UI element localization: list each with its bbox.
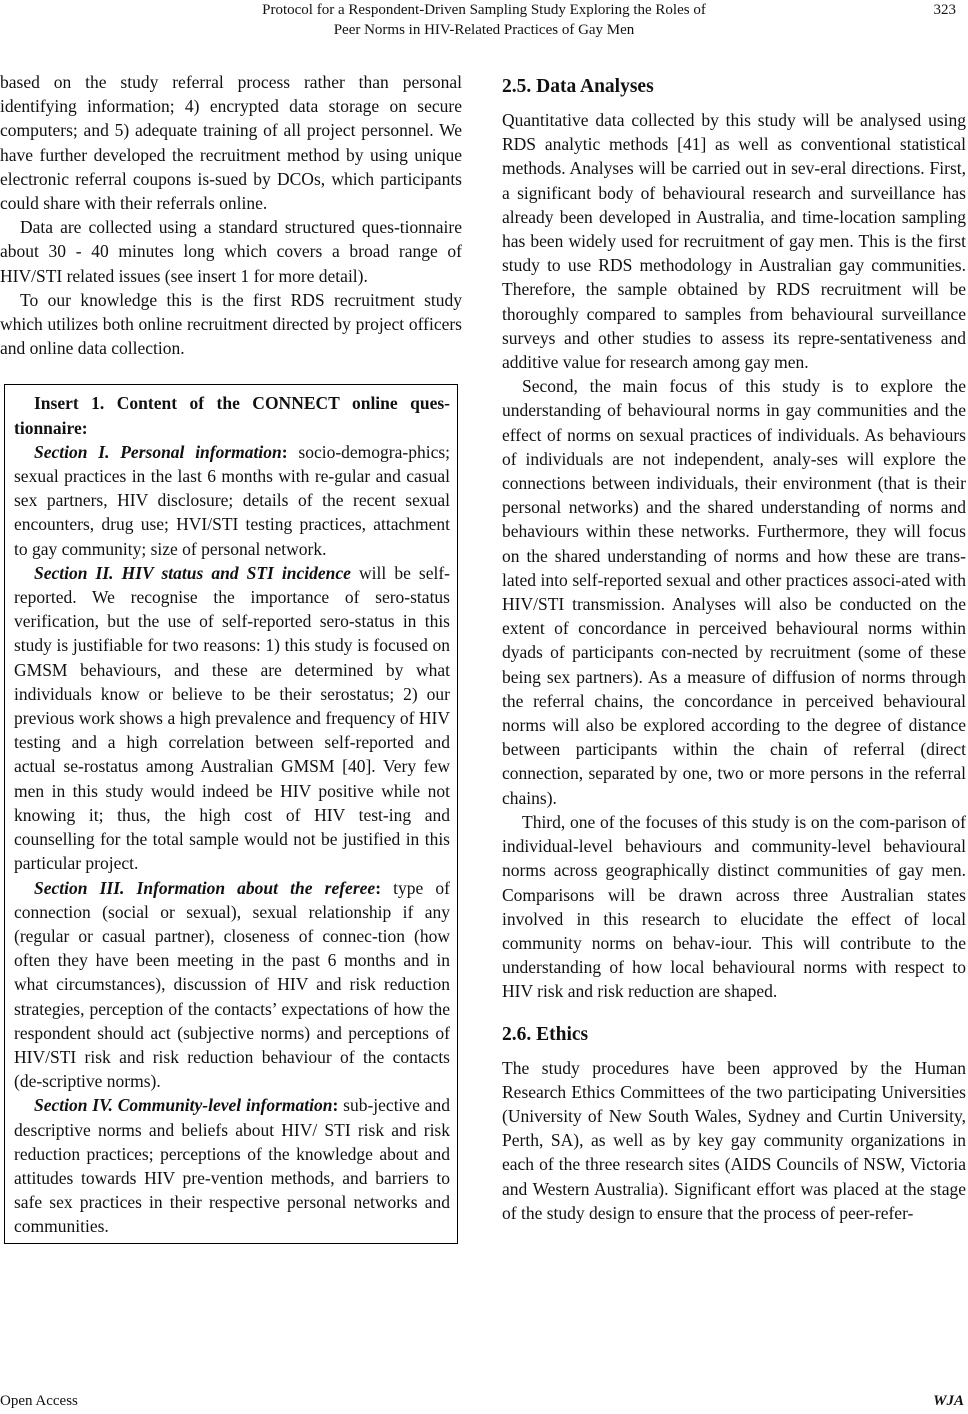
- page-header: [0, 0, 968, 40]
- insert-section-separator: :: [332, 1095, 344, 1116]
- left-column: [0, 70, 462, 1244]
- page-number: 323: [933, 2, 956, 18]
- section-heading-ethics: 2.6. Ethics: [502, 1023, 589, 1045]
- insert-section-text: will be self-reported. We recognise the importance of sero-status verification, but the use of self-reported sero-status in this study is justifiable for two reasons: 1) this study is focused on GMSM behaviours, and these are determined by what individuals know or believe to be their serostatus; 2) our previous work shows a high prevalence and frequency of HIV testing and a high correlation between self-reported and actual se-rostatus among Australian GMSM [40]. Very few men in this study would indeed be HIV positive while not knowing it; thus, the high cost of HIV test-ing and counselling for the total sample would not be justified in this particular project.: [14, 562, 450, 874]
- page-footer: [0, 1393, 968, 1413]
- insert-section-separator: :: [281, 441, 299, 462]
- section-heading-data-analyses: 2.5. Data Analyses: [502, 76, 654, 97]
- insert-section-heading: Section III. Information about the referee: [34, 877, 376, 898]
- running-title-line-2: Peer Norms in HIV-Related Practices of Gay Men: [333, 22, 635, 38]
- insert-section-separator: [351, 563, 359, 583]
- insert-section: [14, 440, 450, 561]
- insert-section-heading: Section I. Personal information: [34, 441, 282, 462]
- footer-journal-abbrev: WJA: [933, 1393, 964, 1409]
- right-column: [502, 74, 966, 1225]
- insert-section-heading: Section IV. Community-level information: [34, 1095, 333, 1116]
- body-paragraph: based on the study referral process rather than personal identifying information; 4) encrypted data storage on secure computers; and 5) adequate training of all project personnel. We have further developed the recruitment method by using unique electronic referral coupons is-sued by DCOs, which participants could share with their referrals online.: [0, 72, 462, 214]
- insert-section-separator: :: [375, 877, 394, 898]
- body-paragraph: Data are collected using a standard structured ques-tionnaire about 30 - 40 minutes long which covers a broad range of HIV/STI related issues (see insert 1 for more detail).: [0, 217, 462, 286]
- insert-section-text: type of connection (social or sexual), sexual relationship if any (regular or casual partner), closeness of connec-tion (how often they have been meeting in the past 6 months and in what circumstances), discussion of HIV and risk reduction strategies, perception of the contacts’ expectations of how the respondent should act (subjective norms) and perceptions of HIV/STI risk and risk reduction behaviour of the contacts (de-scriptive norms).: [14, 877, 450, 1092]
- footer-open-access: Open Access: [0, 1393, 78, 1409]
- insert-section: [14, 876, 450, 1094]
- body-paragraph: To our knowledge this is the first RDS recruitment study which utilizes both online recruitment directed by project officers and online data collection.: [0, 289, 462, 359]
- insert-section: [14, 1093, 450, 1238]
- body-paragraph: Third, one of the focuses of this study is on the com-parison of individual-level behaviours and community-level behavioural norms across geographically distinct communities of gay men. Comparisons will be drawn across three Australian states involved in this research to elucidate the effect of local community norms on behav-iour. This will contribute to the understanding of how local behavioural norms with respect to HIV risk and risk reduction are shaped.: [502, 811, 966, 1002]
- running-title-line-1: Protocol for a Respondent-Driven Sampling Study Exploring the Roles of: [262, 2, 706, 18]
- insert-section: [14, 561, 450, 876]
- insert-section-text: sub-jective and descriptive norms and beliefs about HIV/ STI risk and risk reduction practices; perceptions of the knowledge about and attitudes towards HIV pre-vention methods, and barriers to safe sex practices in their respective personal networks and communities.: [14, 1095, 451, 1237]
- insert-box: [4, 384, 458, 1243]
- insert-section-heading: Section II. HIV status and STI incidence: [34, 562, 351, 583]
- body-paragraph: Second, the main focus of this study is to explore the understanding of behavioural norms in gay communities and the effect of norms on sexual practices of individuals. As behaviours of individuals are not independent, analy-ses will explore the connections between individuals, their environment (that is their personal networks) and the shared understanding of norms and behaviours within these networks. Furthermore, they will focus on the shared understanding of norms and how these are trans-lated into self-reported sexual and other practices associ-ated with HIV/STI transmission. Analyses will also be conducted on the extent of concordance in perceived behavioural norms within dyads of participants con-nected by recruitment (some of these being sex partners). As a measure of diffusion of norms through the referral chains, the concordance in perceived behavioural norms will also be explored according to the degree of distance between participants within the chain of referral (direct connection, separated by one, two or more persons in the referral chains).: [502, 376, 966, 808]
- body-paragraph: The study procedures have been approved by the Human Research Ethics Committees of the two participating Universities (University of New South Wales, Sydney and Curtin University, Perth, SA), as well as by key gay community organizations in each of the three research sites (AIDS Councils of NSW, Victoria and Western Australia). Significant effort was placed at the stage of the study design to ensure that the process of peer-refer-: [502, 1057, 966, 1223]
- running-title: [0, 0, 968, 40]
- insert-title: Insert 1. Content of the CONNECT online ques-tionnaire:: [14, 393, 450, 438]
- body-paragraph: Quantitative data collected by this study will be analysed using RDS analytic methods [41] as well as conventional statistical methods. Analyses will be carried out in sev-eral directions. First, a significant body of behavioural research and surveillance has already been developed in Australia, and time-location sampling has been widely used for recruitment of gay men. This is the first study to use RDS methodology in Australian gay communities. Therefore, the sample obtained by RDS recruitment will be thoroughly compared to samples from behavioural surveillance surveys and other studies to assess its repre-sentativeness and additive value for research among gay men.: [502, 110, 966, 373]
- insert-section-text: socio-demogra-phics; sexual practices in the last 6 months with re-gular and casual sex partners, HIV disclosure; details of the recent sexual encounters, drug use; HVI/STI testing practices, attachment to gay community; size of personal network.: [14, 441, 451, 559]
